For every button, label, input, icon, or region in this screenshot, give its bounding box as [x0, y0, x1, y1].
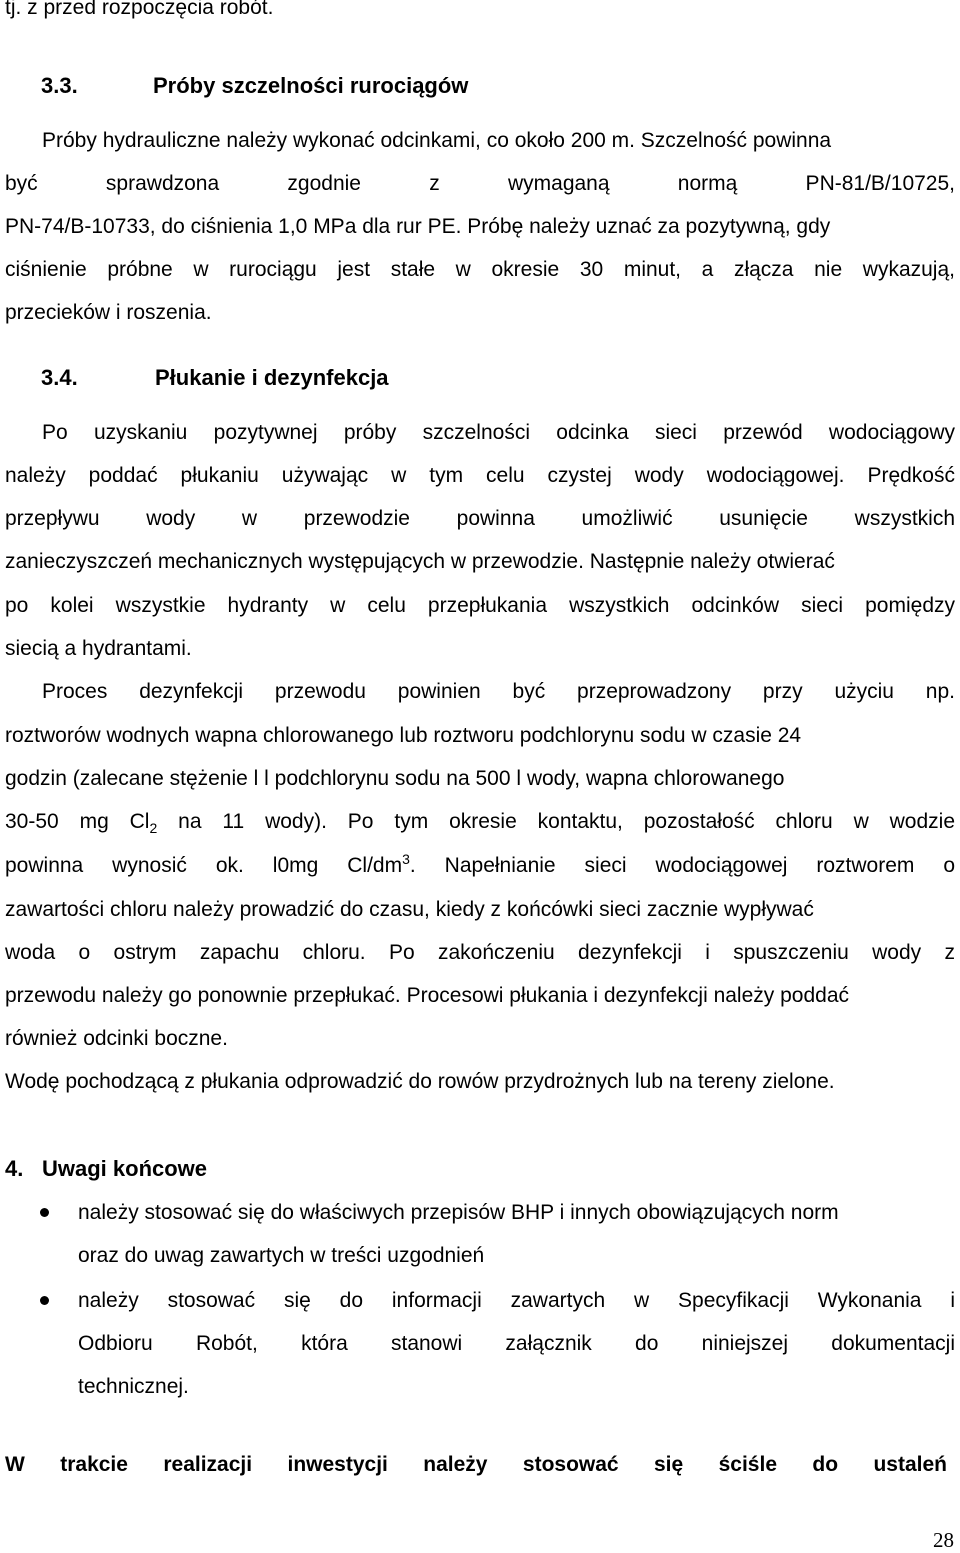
bullet-icon: [38, 1294, 52, 1308]
text-line: Próby hydrauliczne należy wykonać odcinkami, co około 200 m. Szczelność powinna: [42, 129, 832, 152]
heading-title: Próby szczelności rurociągów: [153, 73, 469, 98]
bullet-icon: [38, 1206, 52, 1220]
superscript: 3: [402, 851, 410, 867]
text-line: ciśnienie próbne w rurociągu jest stałe w okresie 30 minut, a złącza nie wykazują,: [5, 258, 955, 281]
text-run: na 11 wody). Po tym okresie kontaktu, pozostałość chloru w wodzie: [157, 810, 956, 833]
list-item-line: należy stosować się do właściwych przepisów BHP i innych obowiązujących norm: [78, 1201, 839, 1224]
text-line: PN-74/B-10733, do ciśnienia 1,0 MPa dla rur PE. Próbę należy uznać za pozytywną, gdy: [5, 215, 831, 238]
heading-number: 4.: [5, 1156, 24, 1181]
text-line: Po uzyskaniu pozytywnej próby szczelności odcinka sieci przewód wodociągowy: [42, 421, 955, 444]
text-line: godzin (zalecane stężenie l l podchlorynu sodu na 500 l wody, wapna chlorowanego: [5, 767, 785, 790]
text-line: przepływu wody w przewodzie powinna umożliwić usunięcie wszystkich: [5, 507, 955, 530]
text-line: tj. z przed rozpoczęcia robót.: [5, 0, 274, 19]
text-line: również odcinki boczne.: [5, 1027, 228, 1050]
list-item-line: należy stosować się do informacji zawartych w Specyfikacji Wykonania i: [78, 1289, 955, 1312]
text-line: należy poddać płukaniu używając w tym celu czystej wody wodociągowej. Prędkość: [5, 464, 955, 487]
text-run: . Napełnianie sieci wodociągowej roztworem o: [409, 854, 956, 877]
heading-title: Płukanie i dezynfekcja: [155, 365, 389, 390]
text-line: [5, 808, 955, 836]
text-run: powinna wynosić ok. l0mg Cl/dm: [5, 854, 403, 877]
text-line: roztworów wodnych wapna chlorowanego lub roztworu podchlorynu sodu w czasie 24: [5, 724, 802, 747]
list-item-line: Odbioru Robót, która stanowi załącznik do niniejszej dokumentacji: [78, 1332, 955, 1355]
text-line-bold: W trakcie realizacji inwestycji należy stosować się ściśle do ustaleń: [5, 1453, 947, 1476]
list-item-line: oraz do uwag zawartych w treści uzgodnień: [78, 1244, 485, 1267]
text-line: [5, 852, 955, 880]
text-line: siecią a hydrantami.: [5, 637, 192, 660]
heading-number: 3.3.: [41, 73, 78, 98]
heading-number: 3.4.: [41, 365, 78, 390]
text-line: być sprawdzona zgodnie z wymaganą normą PN-81/B/10725,: [5, 172, 955, 195]
heading-title: Uwagi końcowe: [42, 1156, 208, 1181]
text-line: woda o ostrym zapachu chloru. Po zakończeniu dezynfekcji i spuszczeniu wody z: [5, 941, 955, 964]
text-line: przewodu należy go ponownie przepłukać. Procesowi płukania i dezynfekcji należy poddać: [5, 984, 849, 1007]
subscript: 2: [149, 820, 158, 837]
text-line: Wodę pochodzącą z płukania odprowadzić do rowów przydrożnych lub na tereny zielone.: [5, 1070, 835, 1093]
list-item-line: technicznej.: [78, 1375, 189, 1398]
text-line: po kolei wszystkie hydranty w celu przepłukania wszystkich odcinków sieci pomiędzy: [5, 594, 955, 617]
text-line: zawartości chloru należy prowadzić do czasu, kiedy z końcówki sieci zacznie wypływać: [5, 898, 814, 921]
text-line: przecieków i roszenia.: [5, 301, 212, 324]
page-number: 28: [933, 1528, 954, 1552]
text-line: zanieczyszczeń mechanicznych występujących w przewodzie. Następnie należy otwierać: [5, 550, 835, 573]
text-run: 30-50 mg Cl: [5, 810, 150, 833]
text-line: Proces dezynfekcji przewodu powinien być przeprowadzony przy użyciu np.: [42, 680, 955, 703]
